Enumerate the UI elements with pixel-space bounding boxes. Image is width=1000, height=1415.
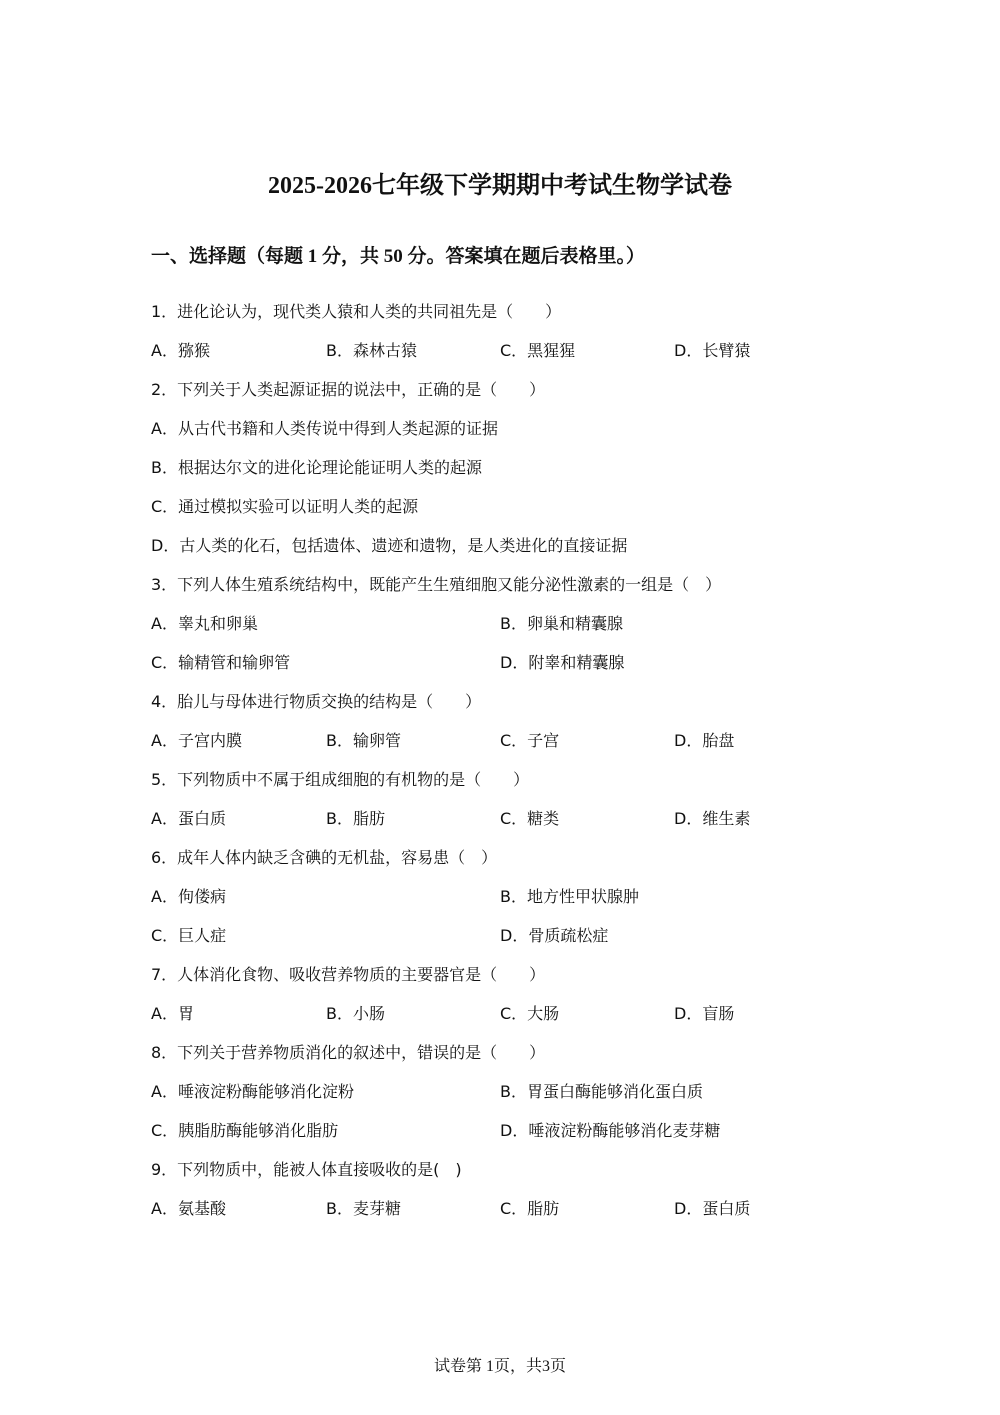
option-row [151, 643, 851, 682]
option: D．长臂猿 [674, 341, 751, 360]
question-stem: 8．下列关于营养物质消化的叙述中，错误的是（ ） [151, 1043, 546, 1062]
option: C．黑猩猩 [500, 341, 576, 360]
option: A．从古代书籍和人类传说中得到人类起源的证据 [151, 419, 498, 438]
section-heading: 一、选择题（每题 1 分，共 50 分。答案填在题后表格里。） [151, 246, 646, 267]
option-row [151, 331, 851, 370]
option: B．根据达尔文的进化论理论能证明人类的起源 [151, 458, 482, 477]
option: B．输卵管 [326, 731, 401, 750]
question-stem: 3．下列人体生殖系统结构中，既能产生生殖细胞又能分泌性激素的一组是（ ） [151, 575, 722, 594]
option: A．唾液淀粉酶能够消化淀粉 [151, 1082, 354, 1101]
option-row [151, 604, 851, 643]
option-row [151, 1111, 851, 1150]
option: A．胃 [151, 1004, 194, 1023]
option: B．麦芽糖 [326, 1199, 401, 1218]
option: D．维生素 [674, 809, 751, 828]
option: C．胰脂肪酶能够消化脂肪 [151, 1121, 339, 1140]
option-row [151, 1072, 851, 1111]
option: B．胃蛋白酶能够消化蛋白质 [500, 1082, 703, 1101]
option: B．地方性甲状腺肿 [500, 887, 639, 906]
question-stem: 7．人体消化食物、吸收营养物质的主要器官是（ ） [151, 965, 546, 984]
option: B．小肠 [326, 1004, 385, 1023]
option: B．脂肪 [326, 809, 385, 828]
option-row [151, 1189, 851, 1228]
option: D．古人类的化石，包括遗体、遗迹和遗物，是人类进化的直接证据 [151, 536, 628, 555]
option: B．森林古猿 [326, 341, 417, 360]
option: C．巨人症 [151, 926, 227, 945]
option: D．盲肠 [674, 1004, 735, 1023]
option: A．佝偻病 [151, 887, 226, 906]
question-stem: 2．下列关于人类起源证据的说法中，正确的是（ ） [151, 380, 546, 399]
option: C．大肠 [500, 1004, 560, 1023]
option: C．输精管和输卵管 [151, 653, 291, 672]
option: C．脂肪 [500, 1199, 560, 1218]
question-list [151, 292, 851, 1228]
option-row [151, 877, 851, 916]
option-row [151, 721, 851, 760]
question-stem: 6．成年人体内缺乏含碘的无机盐，容易患（ ） [151, 848, 498, 867]
question-stem: 4．胎儿与母体进行物质交换的结构是（ ） [151, 692, 482, 711]
option: D．附睾和精囊腺 [500, 653, 625, 672]
option: D．唾液淀粉酶能够消化麦芽糖 [500, 1121, 721, 1140]
option: A．氨基酸 [151, 1199, 226, 1218]
option-row [151, 994, 851, 1033]
option: A．子宫内膜 [151, 731, 242, 750]
option: D．骨质疏松症 [500, 926, 609, 945]
question-stem: 1．进化论认为，现代类人猿和人类的共同祖先是（ ） [151, 302, 562, 321]
option: D．胎盘 [674, 731, 735, 750]
question-stem: 9．下列物质中，能被人体直接吸收的是( ) [151, 1160, 462, 1179]
option: A．蛋白质 [151, 809, 226, 828]
option: B．卵巢和精囊腺 [500, 614, 623, 633]
page-footer: 试卷第 1页，共3页 [433, 1358, 566, 1375]
option: A．睾丸和卵巢 [151, 614, 258, 633]
option: C．通过模拟实验可以证明人类的起源 [151, 497, 419, 516]
option: C．子宫 [500, 731, 560, 750]
option: C．糖类 [500, 809, 560, 828]
option: D．蛋白质 [674, 1199, 751, 1218]
option-row [151, 799, 851, 838]
option-row [151, 916, 851, 955]
option: A．猕猴 [151, 341, 210, 360]
question-stem: 5．下列物质中不属于组成细胞的有机物的是（ ） [151, 770, 530, 789]
page-title: 2025-2026七年级下学期期中考试生物学试卷 [268, 173, 732, 199]
